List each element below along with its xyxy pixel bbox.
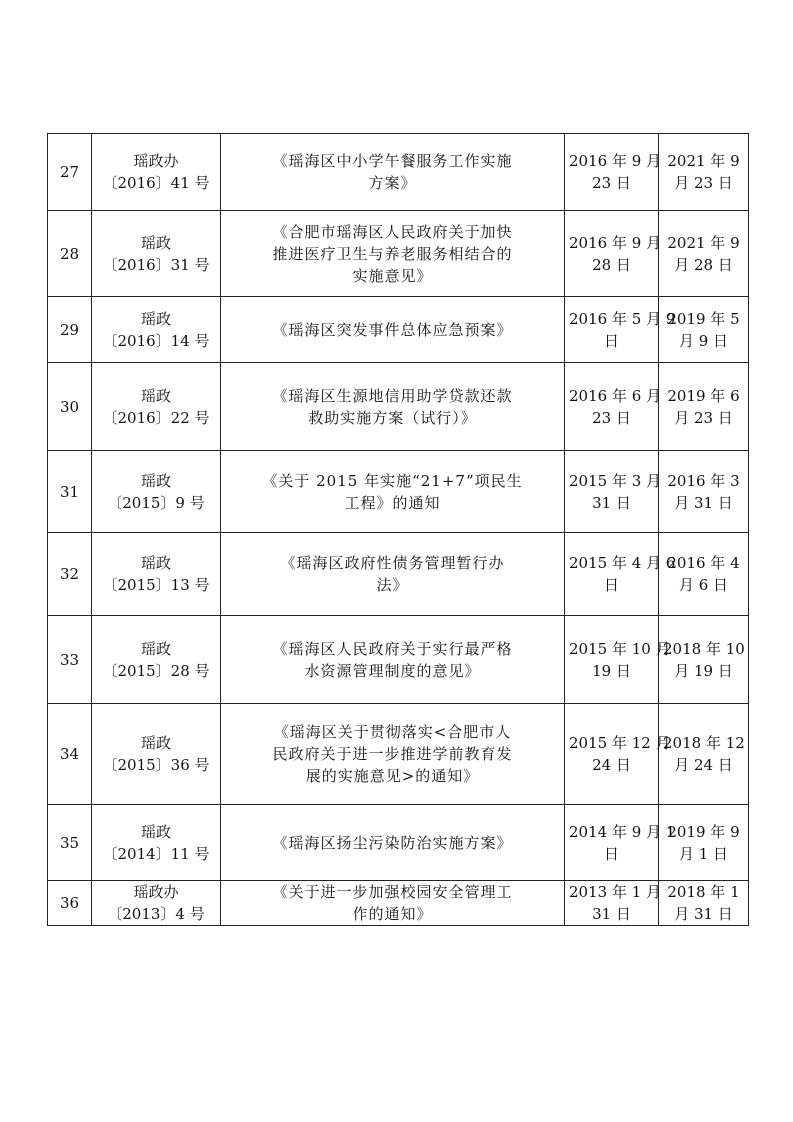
- document-title-cell: [221, 451, 565, 533]
- table-row: [48, 704, 749, 805]
- issue-date-cell: [565, 533, 676, 616]
- expiry-date-cell: [659, 297, 749, 363]
- expiry-date-cell: [659, 363, 749, 451]
- expiry-date-cell: [659, 616, 749, 704]
- issue-date-cell: [565, 451, 662, 533]
- document-title-line: 方案》: [368, 174, 417, 192]
- expiry-date-line: 2019 年 6: [667, 386, 740, 405]
- issue-date-line: 日: [603, 576, 619, 594]
- issue-date-cell: [565, 134, 662, 211]
- document-title-line: 《瑶海区扬尘污染防治实施方案》: [272, 833, 513, 852]
- document-title-cell: [221, 616, 565, 704]
- expiry-date-line: 2018 年 12: [663, 734, 745, 752]
- table-row: [48, 805, 749, 881]
- issue-date-line: 19 日: [592, 661, 631, 680]
- issue-date-line: 2015 年 10 月: [569, 639, 671, 658]
- table-row: [48, 616, 749, 704]
- expiry-date-cell: [659, 805, 749, 881]
- document-title-line: 《瑶海区突发事件总体应急预案》: [272, 320, 513, 339]
- document-number-cell: [92, 533, 221, 616]
- document-title-line: 推进医疗卫生与养老服务相结合的: [272, 244, 513, 263]
- expiry-date-line: 月 1 日: [678, 844, 729, 863]
- issue-date-line: 31 日: [592, 905, 631, 923]
- document-title-cell: [221, 805, 565, 881]
- document-number-line: 瑶政: [140, 554, 171, 572]
- document-title-line: 《瑶海区政府性债务管理暂行办: [280, 554, 505, 572]
- table-row: [48, 881, 749, 926]
- document-title-cell: [221, 211, 565, 297]
- issue-date-line: 2015 年 3 月: [569, 471, 662, 490]
- expiry-date-line: 月 24 日: [674, 756, 733, 774]
- issue-date-line: 2016 年 6 月: [569, 386, 662, 405]
- row-number-cell: 27: [48, 134, 92, 211]
- table-body: [48, 134, 749, 926]
- document-number-line: 〔2015〕36 号: [102, 756, 210, 774]
- document-number-line: 瑶政办: [133, 883, 179, 901]
- table-row: [48, 211, 749, 297]
- expiry-date-line: 月 31 日: [674, 493, 733, 512]
- issue-date-line: 23 日: [592, 408, 631, 427]
- document-number-line: 瑶政: [140, 386, 171, 405]
- policy-document-table: [47, 133, 749, 926]
- document-title-cell: [221, 134, 565, 211]
- expiry-date-cell: [659, 533, 749, 616]
- document-number-cell: [92, 211, 221, 297]
- document-title-line: 《关于 2015 年实施“21+7”项民生: [262, 471, 523, 490]
- document-number-line: 〔2015〕13 号: [102, 576, 210, 594]
- row-number-cell: 33: [48, 616, 92, 704]
- document-title-line: 实施意见》: [352, 266, 433, 285]
- document-number-cell: [92, 451, 221, 533]
- expiry-date-line: 月 28 日: [674, 255, 733, 274]
- expiry-date-line: 2018 年 1: [667, 883, 740, 901]
- document-number-line: 〔2013〕4 号: [107, 905, 205, 923]
- expiry-date-line: 2016 年 4: [667, 554, 740, 572]
- row-number-cell: 29: [48, 297, 92, 363]
- issue-date-line: 23 日: [592, 174, 631, 192]
- table-row: [48, 134, 749, 211]
- document-number-cell: [92, 297, 221, 363]
- table-row: [48, 363, 749, 451]
- document-number-line: 瑶政: [140, 233, 171, 252]
- table-row: [48, 297, 749, 363]
- document-number-line: 瑶政: [140, 639, 171, 658]
- table-row: [48, 451, 749, 533]
- document-title-cell: [221, 881, 565, 926]
- row-number-cell: 32: [48, 533, 92, 616]
- document-title-line: 《瑶海区生源地信用助学贷款还款: [272, 386, 513, 405]
- document-title-line: 救助实施方案（试行）》: [308, 408, 477, 427]
- document-number-line: 〔2015〕9 号: [107, 493, 205, 512]
- expiry-date-line: 2019 年 9: [667, 822, 740, 841]
- document-number-cell: [92, 616, 221, 704]
- issue-date-line: 2016 年 5 月 9: [569, 309, 676, 328]
- issue-date-line: 2015 年 4 月 6: [569, 554, 676, 572]
- row-number-cell: 31: [48, 451, 92, 533]
- issue-date-line: 2016 年 9 月: [569, 233, 662, 252]
- issue-date-cell: [565, 881, 662, 926]
- row-number-cell: 30: [48, 363, 92, 451]
- document-title-cell: [221, 533, 565, 616]
- issue-date-line: 日: [603, 844, 619, 863]
- document-title-line: 法》: [376, 576, 409, 594]
- expiry-date-line: 月 19 日: [674, 661, 733, 680]
- expiry-date-line: 月 23 日: [674, 174, 733, 192]
- row-number-cell: 36: [48, 881, 92, 926]
- expiry-date-line: 月 23 日: [674, 408, 733, 427]
- issue-date-cell: [565, 297, 676, 363]
- issue-date-line: 24 日: [592, 756, 631, 774]
- document-number-line: 瑶政办: [133, 152, 179, 170]
- document-title-cell: [221, 297, 565, 363]
- expiry-date-line: 2021 年 9: [667, 233, 740, 252]
- issue-date-line: 日: [603, 331, 619, 350]
- expiry-date-cell: [659, 881, 749, 926]
- expiry-date-cell: [659, 211, 749, 297]
- document-title-line: 民政府关于进一步推进学前教育发: [272, 745, 513, 763]
- row-number-cell: 28: [48, 211, 92, 297]
- expiry-date-line: 2018 年 10: [663, 639, 745, 658]
- document-title-line: 《瑶海区关于贯彻落实<合肥市人: [273, 723, 512, 741]
- document-title-line: 《合肥市瑶海区人民政府关于加快: [272, 222, 513, 241]
- expiry-date-line: 2019 年 5: [667, 309, 740, 328]
- document-number-line: 〔2016〕41 号: [102, 174, 210, 192]
- document-number-cell: [92, 881, 221, 926]
- document-number-line: 〔2016〕22 号: [102, 408, 210, 427]
- row-number-cell: 34: [48, 704, 92, 805]
- issue-date-cell: [565, 363, 662, 451]
- document-number-line: 瑶政: [140, 822, 171, 841]
- expiry-date-line: 2021 年 9: [667, 152, 740, 170]
- expiry-date-line: 月 31 日: [674, 905, 733, 923]
- issue-date-cell: [565, 704, 671, 805]
- expiry-date-line: 2016 年 3: [667, 471, 740, 490]
- issue-date-cell: [565, 616, 671, 704]
- issue-date-cell: [565, 805, 676, 881]
- document-title-line: 《关于进一步加强校园安全管理工: [272, 883, 513, 901]
- document-number-line: 〔2016〕14 号: [102, 331, 210, 350]
- table-row: [48, 533, 749, 616]
- document-number-line: 瑶政: [140, 471, 171, 490]
- expiry-date-line: 月 9 日: [678, 331, 729, 350]
- issue-date-cell: [565, 211, 662, 297]
- expiry-date-line: 月 6 日: [678, 576, 729, 594]
- document-number-line: 〔2014〕11 号: [102, 844, 210, 863]
- document-title-line: 《瑶海区中小学午餐服务工作实施: [272, 152, 513, 170]
- document-number-cell: [92, 704, 221, 805]
- document-title-line: 《瑶海区人民政府关于实行最严格: [272, 639, 513, 658]
- document-title-line: 作的通知》: [352, 905, 433, 923]
- document-title-line: 水资源管理制度的意见》: [304, 661, 481, 680]
- document-number-cell: [92, 363, 221, 451]
- document-number-line: 瑶政: [140, 309, 171, 328]
- document-number-line: 〔2015〕28 号: [102, 661, 210, 680]
- expiry-date-cell: [659, 134, 749, 211]
- issue-date-line: 2014 年 9 月 1: [569, 822, 676, 841]
- issue-date-line: 28 日: [592, 255, 631, 274]
- document-title-line: 工程》的通知: [344, 493, 441, 512]
- document-title-cell: [221, 363, 565, 451]
- issue-date-line: 2013 年 1 月: [569, 883, 662, 901]
- document-number-cell: [92, 134, 221, 211]
- expiry-date-cell: [659, 451, 749, 533]
- document-number-line: 瑶政: [140, 734, 171, 752]
- document-number-cell: [92, 805, 221, 881]
- document-title-line: 展的实施意见>的通知》: [305, 767, 480, 785]
- document-title-cell: [221, 704, 565, 805]
- issue-date-line: 2016 年 9 月: [569, 152, 662, 170]
- expiry-date-cell: [659, 704, 749, 805]
- row-number-cell: 35: [48, 805, 92, 881]
- issue-date-line: 2015 年 12 月: [569, 734, 671, 752]
- document-number-line: 〔2016〕31 号: [102, 255, 210, 274]
- issue-date-line: 31 日: [592, 493, 631, 512]
